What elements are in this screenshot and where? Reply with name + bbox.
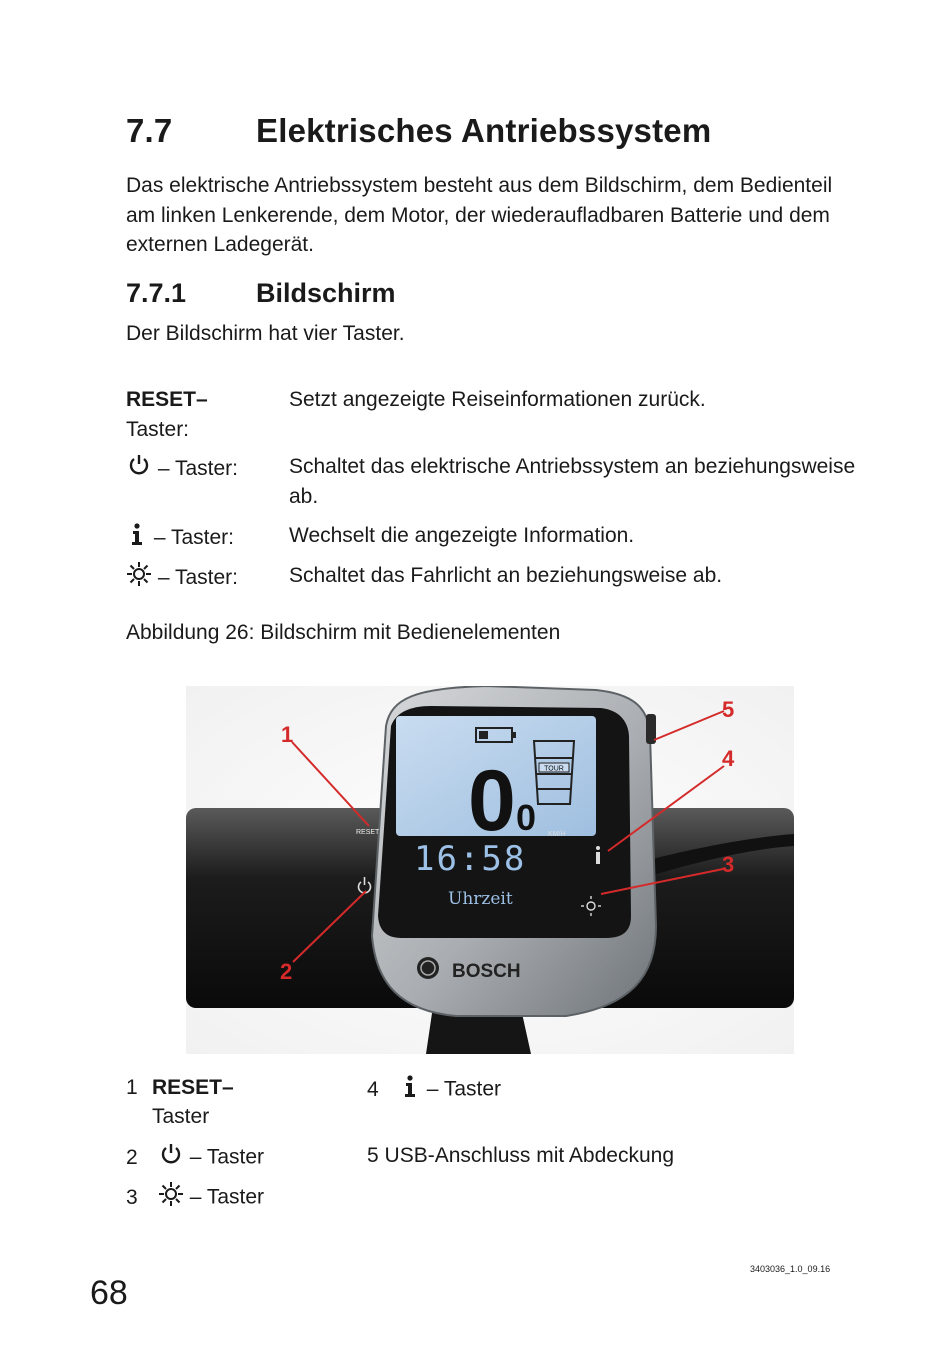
legend-number: 3 (126, 1185, 138, 1209)
callout-2: 2 (280, 959, 293, 984)
legend-item-1 (126, 1073, 234, 1131)
legend-number: 2 (126, 1145, 138, 1169)
callout-3: 3 (722, 852, 735, 877)
subsection-lead: Der Bildschirm hat vier Taster. (126, 322, 405, 345)
info-button-icon (596, 846, 600, 864)
section-intro: Das elektrische Antriebssystem besteht aus dem Bildschirm, dem Bedienteil am linken Lenkerende, dem Motor, der wiederaufladbaren Batterie und dem externen Ladegerät. (126, 174, 833, 256)
light-icon (126, 561, 152, 596)
button-description: Schaltet das elektrische Antriebssystem an beziehungsweise ab. (289, 455, 856, 508)
button-label-bold: RESET– (126, 388, 208, 411)
display-photo (186, 686, 794, 1054)
callout-4: 4 (722, 746, 735, 771)
button-description: Setzt angezeigte Reiseinformationen zurück. (289, 388, 706, 411)
callout-5: 5 (722, 697, 735, 722)
button-description: Schaltet das Fahrlicht an beziehungsweise ab. (289, 564, 723, 587)
button-label (126, 385, 286, 444)
legend-text: Taster (152, 1105, 210, 1128)
info-icon (399, 1073, 421, 1107)
subsection-heading (126, 278, 396, 309)
legend-bold: RESET– (152, 1076, 234, 1099)
legend-text: – Taster (426, 1077, 502, 1101)
light-icon (158, 1181, 184, 1215)
legend-number: 5 (367, 1144, 379, 1167)
section-title: Elektrisches Antriebssystem (256, 112, 712, 149)
brand-label: BOSCH (452, 961, 521, 982)
legend-text: – Taster (189, 1185, 265, 1209)
button-label (126, 561, 286, 596)
subsection-number: 7.7.1 (126, 278, 187, 308)
speed-value: 0 (468, 753, 516, 849)
info-icon (126, 521, 148, 556)
speed-unit: KM/H (548, 831, 566, 838)
callout-1: 1 (281, 722, 294, 747)
section-number: 7.7 (126, 112, 173, 149)
legend-item-2 (126, 1141, 264, 1175)
page-number: 68 (90, 1274, 128, 1312)
legend-item-3 (126, 1181, 264, 1215)
button-label-rest: – Taster: (153, 525, 234, 549)
speed-decimal: 0 (516, 797, 537, 838)
legend-item-5 (367, 1141, 674, 1170)
legend-number: 4 (367, 1077, 379, 1101)
figure-caption: Abbildung 26: Bildschirm mit Bedienelementen (126, 621, 561, 644)
clock-label: Uhrzeit (448, 889, 513, 909)
button-label (126, 521, 286, 556)
legend-item-4 (367, 1073, 501, 1107)
reset-button-label: RESET (356, 829, 380, 836)
button-label-rest: – Taster: (157, 565, 238, 589)
legend-number: 1 (126, 1076, 138, 1099)
legend-text: USB-Anschluss mit Abdeckung (384, 1144, 674, 1167)
button-label-rest: Taster: (126, 417, 190, 441)
legend-text: – Taster (189, 1145, 265, 1169)
power-icon (126, 452, 152, 487)
button-label (126, 452, 286, 487)
clock-value: 16:58 (414, 839, 527, 879)
subsection-title: Bildschirm (256, 278, 396, 308)
button-description: Wechselt die angezeigte Information. (289, 524, 635, 547)
document-id: 3403036_1.0_09.16 (750, 1264, 831, 1274)
power-icon (158, 1141, 184, 1175)
mode-label: TOUR (544, 765, 564, 773)
button-label-rest: – Taster: (157, 456, 238, 480)
section-heading (126, 112, 711, 150)
